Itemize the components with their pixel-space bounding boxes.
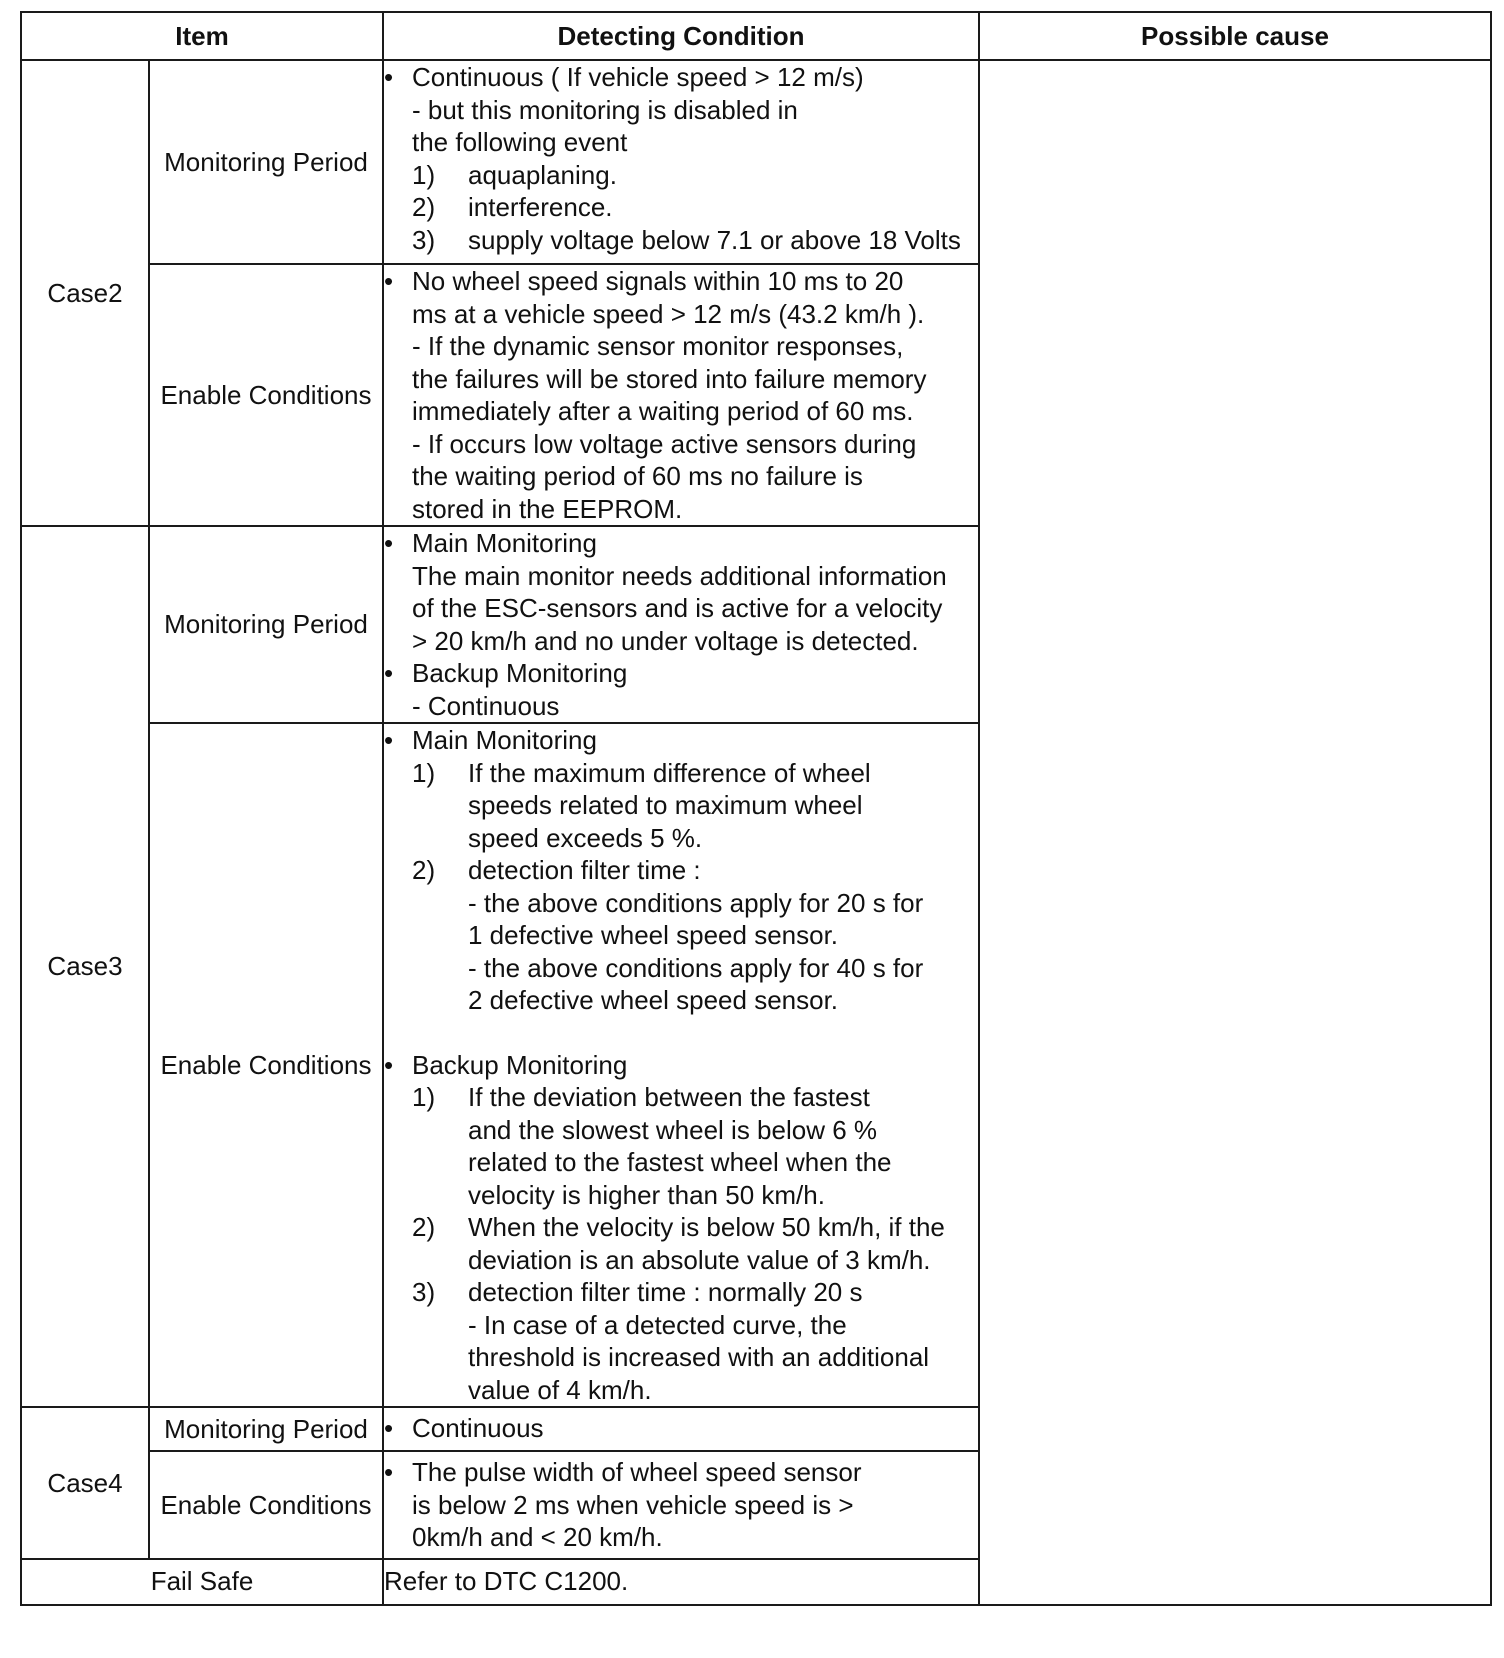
case2-enable-conditions-label: Enable Conditions <box>149 264 383 526</box>
case4-monitoring-bullet <box>384 1412 978 1445</box>
case2-label: Case2 <box>21 60 149 526</box>
case2-enable-conditions-detail <box>383 264 979 526</box>
item-number: 2) <box>412 1212 436 1242</box>
item-line: velocity is higher than 50 km/h. <box>468 1179 825 1210</box>
detail-line: - If occurs low voltage active sensors during <box>412 428 917 459</box>
detail-line: stored in the EEPROM. <box>412 493 683 524</box>
item-text: aquaplaning. <box>468 159 617 190</box>
detail-line: is below 2 ms when vehicle speed is > <box>412 1489 854 1520</box>
numbered-item <box>412 1081 978 1211</box>
item-number: 2) <box>412 855 436 885</box>
bullet-icon: • <box>384 266 394 296</box>
case4-enable-conditions-label: Enable Conditions <box>149 1451 383 1559</box>
detail-line: > 20 km/h and no under voltage is detected. <box>412 625 919 656</box>
item-line: When the velocity is below 50 km/h, if the <box>468 1212 945 1242</box>
detail-line: ms at a vehicle speed > 12 m/s (43.2 km/h ). <box>412 298 925 329</box>
case2-monitoring-row <box>21 60 1491 264</box>
item-number: 3) <box>412 1277 436 1307</box>
section-title: Backup Monitoring <box>412 1049 628 1080</box>
case4-enable-conditions-detail <box>383 1451 979 1559</box>
item-number: 3) <box>412 224 436 255</box>
dtc-detection-table <box>20 11 1492 1606</box>
case3-monitoring-period-detail <box>383 526 979 723</box>
detail-line: 0km/h and < 20 km/h. <box>412 1522 663 1552</box>
case2-monitoring-item <box>412 224 978 257</box>
bullet-icon: • <box>384 1049 394 1080</box>
header-detecting-condition: Detecting Condition <box>383 12 979 60</box>
item-line: detection filter time : normally 20 s <box>468 1277 863 1307</box>
item-line: - In case of a detected curve, the <box>468 1309 847 1340</box>
bullet-icon: • <box>384 658 394 688</box>
detail-line: No wheel speed signals within 10 ms to 20 <box>412 266 904 296</box>
section-title: Main Monitoring <box>412 528 597 558</box>
case3-enable-conditions-label: Enable Conditions <box>149 723 383 1407</box>
detail-line: The pulse width of wheel speed sensor <box>412 1457 862 1487</box>
case2-monitoring-subline: - but this monitoring is disabled in <box>412 94 798 125</box>
header-possible-cause: Possible cause <box>979 12 1491 60</box>
header-item: Item <box>21 12 383 60</box>
case4-monitoring-period-detail <box>383 1407 979 1451</box>
fail-safe-label: Fail Safe <box>21 1559 383 1605</box>
case3-monitoring-period-label: Monitoring Period <box>149 526 383 723</box>
case3-enable-backup <box>384 1049 978 1407</box>
spacer <box>384 1017 978 1049</box>
case4-label: Case4 <box>21 1407 149 1559</box>
item-line: deviation is an absolute value of 3 km/h. <box>468 1244 931 1275</box>
item-number: 1) <box>412 1082 436 1112</box>
item-line: related to the fastest wheel when the <box>468 1147 892 1177</box>
case3-enable-conditions-detail <box>383 723 979 1407</box>
detail-line: the failures will be stored into failure memory <box>412 363 927 394</box>
case2-monitoring-subline: the following event <box>412 127 628 157</box>
case2-monitoring-item <box>412 191 978 224</box>
item-line: - the above conditions apply for 40 s for <box>468 952 924 983</box>
item-line: 2 defective wheel speed sensor. <box>468 985 839 1015</box>
numbered-item <box>412 757 978 855</box>
case2-monitoring-item <box>412 159 978 192</box>
item-line: - the above conditions apply for 20 s for <box>468 887 924 918</box>
fail-safe-value: Refer to DTC C1200. <box>383 1559 979 1605</box>
case4-monitoring-period-label: Monitoring Period <box>149 1407 383 1451</box>
bullet-icon: • <box>384 62 394 92</box>
item-line: and the slowest wheel is below 6 % <box>468 1114 878 1145</box>
case3-main-monitoring <box>384 527 978 657</box>
detail-line: immediately after a waiting period of 60 ms. <box>412 396 914 426</box>
item-line: If the deviation between the fastest <box>468 1082 870 1112</box>
item-line: 1 defective wheel speed sensor. <box>468 920 839 950</box>
case2-monitoring-period-label: Monitoring Period <box>149 60 383 264</box>
item-number: 1) <box>412 757 436 788</box>
bullet-icon: • <box>384 528 394 558</box>
detail-line: the waiting period of 60 ms no failure is <box>412 461 863 491</box>
item-line: value of 4 km/h. <box>468 1374 652 1405</box>
case2-monitoring-period-detail <box>383 60 979 264</box>
bullet-icon: • <box>384 1457 394 1487</box>
case2-monitoring-bullet <box>384 61 978 256</box>
case3-enable-main <box>384 724 978 1017</box>
bullet-icon: • <box>384 725 394 755</box>
item-number: 1) <box>412 159 436 190</box>
case2-monitoring-text: Continuous ( If vehicle speed > 12 m/s) <box>412 62 864 92</box>
case3-backup-monitoring <box>384 657 978 722</box>
case3-label: Case3 <box>21 526 149 1407</box>
case4-enable-bullet <box>384 1456 978 1554</box>
item-line: speed exceeds 5 %. <box>468 822 703 853</box>
item-line: If the maximum difference of wheel <box>468 757 871 788</box>
item-line: threshold is increased with an additional <box>468 1342 930 1372</box>
detail-line: - If the dynamic sensor monitor responses, <box>412 331 904 361</box>
numbered-item <box>412 1211 978 1276</box>
section-title: Main Monitoring <box>412 725 597 755</box>
case2-enable-bullet <box>384 265 978 525</box>
detail-line: The main monitor needs additional information <box>412 560 947 591</box>
detail-line: of the ESC-sensors and is active for a velocity <box>412 593 943 623</box>
detail-line: Continuous <box>412 1413 544 1443</box>
numbered-item <box>412 854 978 1017</box>
detail-line: - Continuous <box>412 690 560 721</box>
possible-cause-cell <box>979 60 1491 1605</box>
item-line: detection filter time : <box>468 855 701 885</box>
item-line: speeds related to maximum wheel <box>468 790 863 820</box>
table-header-row <box>21 12 1491 60</box>
item-number: 2) <box>412 192 436 222</box>
item-text: interference. <box>468 192 613 222</box>
item-text: supply voltage below 7.1 or above 18 Volts <box>468 224 961 255</box>
numbered-item <box>412 1276 978 1406</box>
bullet-icon: • <box>384 1413 394 1443</box>
section-title: Backup Monitoring <box>412 658 628 688</box>
